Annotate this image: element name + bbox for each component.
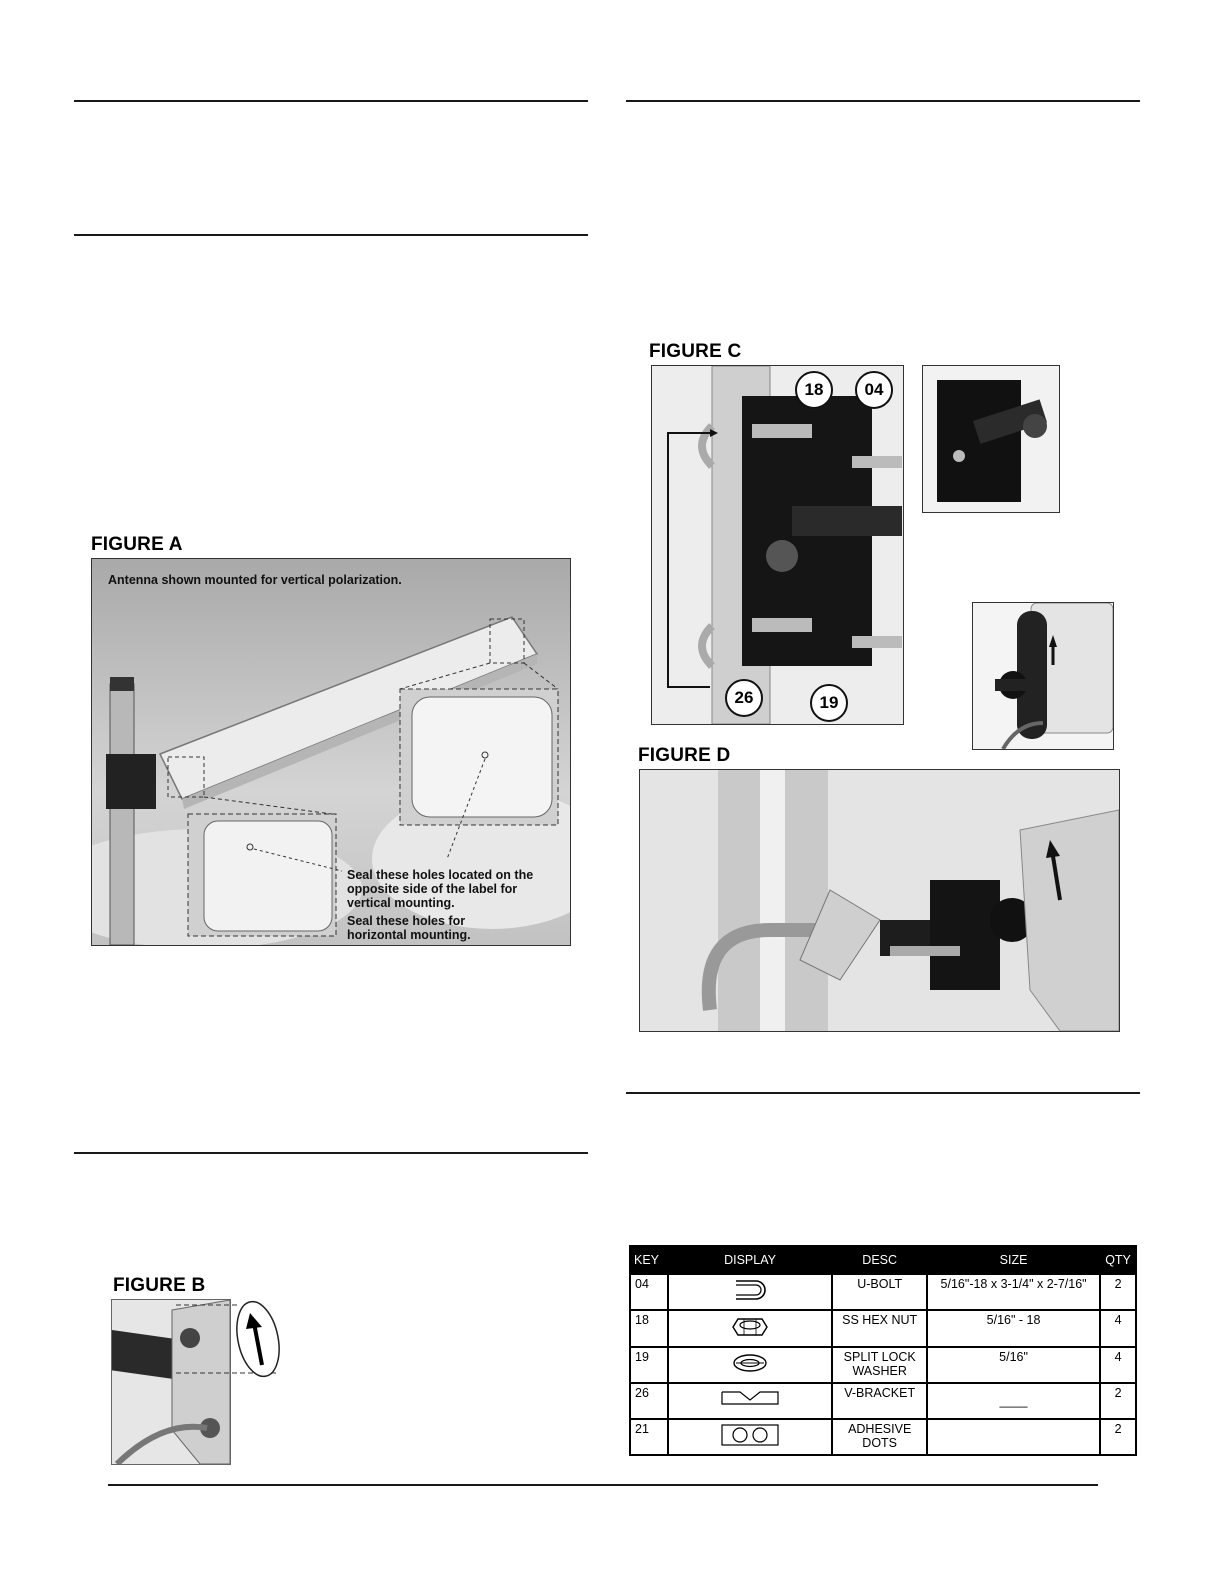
part-qty: 2 <box>1100 1383 1136 1419</box>
part-qty: 2 <box>1100 1419 1136 1455</box>
table-row <box>630 1274 1136 1310</box>
part-desc: SPLIT LOCK WASHER <box>832 1347 927 1383</box>
part-desc: SS HEX NUT <box>832 1310 927 1347</box>
part-qty: 4 <box>1100 1310 1136 1347</box>
part-desc: U-BOLT <box>832 1274 927 1310</box>
parts-table-header <box>630 1246 1136 1274</box>
table-row <box>630 1310 1136 1347</box>
col-header-display: DISPLAY <box>668 1246 833 1274</box>
section-rule <box>74 234 588 236</box>
adhesive-dots-icon <box>720 1422 780 1448</box>
part-qty: 4 <box>1100 1347 1136 1383</box>
callout-26: 26 <box>725 679 763 717</box>
part-key: 18 <box>630 1310 668 1347</box>
part-display <box>668 1383 833 1419</box>
col-header-qty: QTY <box>1100 1246 1136 1274</box>
figure-a-note-horizontal: Seal these holes for horizontal mounting. <box>347 914 471 942</box>
figure-b-title: FIGURE B <box>113 1275 206 1296</box>
parts-table <box>629 1245 1137 1456</box>
part-display <box>668 1419 833 1455</box>
figure-a-title: FIGURE A <box>91 534 183 555</box>
ball-mount-illustration <box>973 603 1113 749</box>
figure-d-photo <box>639 769 1120 1032</box>
table-row <box>630 1347 1136 1383</box>
part-desc: ADHESIVE DOTS <box>832 1419 927 1455</box>
col-header-size: SIZE <box>927 1246 1100 1274</box>
col-header-key: KEY <box>630 1246 668 1274</box>
part-desc: V-BRACKET <box>832 1383 927 1419</box>
section-rule <box>74 100 588 102</box>
figure-c-title: FIGURE C <box>649 341 742 362</box>
mounting-plate-illustration <box>923 366 1059 512</box>
lock-washer-icon <box>730 1350 770 1376</box>
part-key: 26 <box>630 1383 668 1419</box>
callout-04: 04 <box>855 371 893 409</box>
callout-18: 18 <box>795 371 833 409</box>
part-display <box>668 1274 833 1310</box>
part-display <box>668 1347 833 1383</box>
table-row <box>630 1419 1136 1455</box>
arrow-callout-icon <box>176 1295 286 1381</box>
part-size: 5/16"-18 x 3-1/4" x 2-7/16" <box>927 1274 1100 1310</box>
section-rule <box>626 100 1140 102</box>
part-display <box>668 1310 833 1347</box>
table-row <box>630 1383 1136 1419</box>
part-size: ____ <box>927 1383 1100 1419</box>
part-size <box>927 1419 1100 1455</box>
part-size: 5/16" <box>927 1347 1100 1383</box>
figure-a-note-vertical: Seal these holes located on the opposite side of the label for vertical mounting. <box>347 868 534 910</box>
section-rule <box>74 1152 588 1154</box>
bracket-bracket-line <box>660 425 740 695</box>
callout-19: 19 <box>810 684 848 722</box>
footer-rule <box>108 1484 1098 1486</box>
col-header-desc: DESC <box>832 1246 927 1274</box>
section-rule <box>626 1092 1140 1094</box>
part-key: 21 <box>630 1419 668 1455</box>
part-key: 04 <box>630 1274 668 1310</box>
part-qty: 2 <box>1100 1274 1136 1310</box>
figure-c-photo-plate <box>922 365 1060 513</box>
figure-d-title: FIGURE D <box>638 745 731 766</box>
figure-c-photo-ball <box>972 602 1114 750</box>
figure-a-caption: Antenna shown mounted for vertical polarization. <box>108 573 402 587</box>
v-bracket-icon <box>718 1386 782 1410</box>
part-size: 5/16" - 18 <box>927 1310 1100 1347</box>
hex-nut-icon <box>730 1313 770 1341</box>
part-key: 19 <box>630 1347 668 1383</box>
installed-mount-illustration <box>640 770 1119 1031</box>
u-bolt-icon <box>728 1277 772 1303</box>
